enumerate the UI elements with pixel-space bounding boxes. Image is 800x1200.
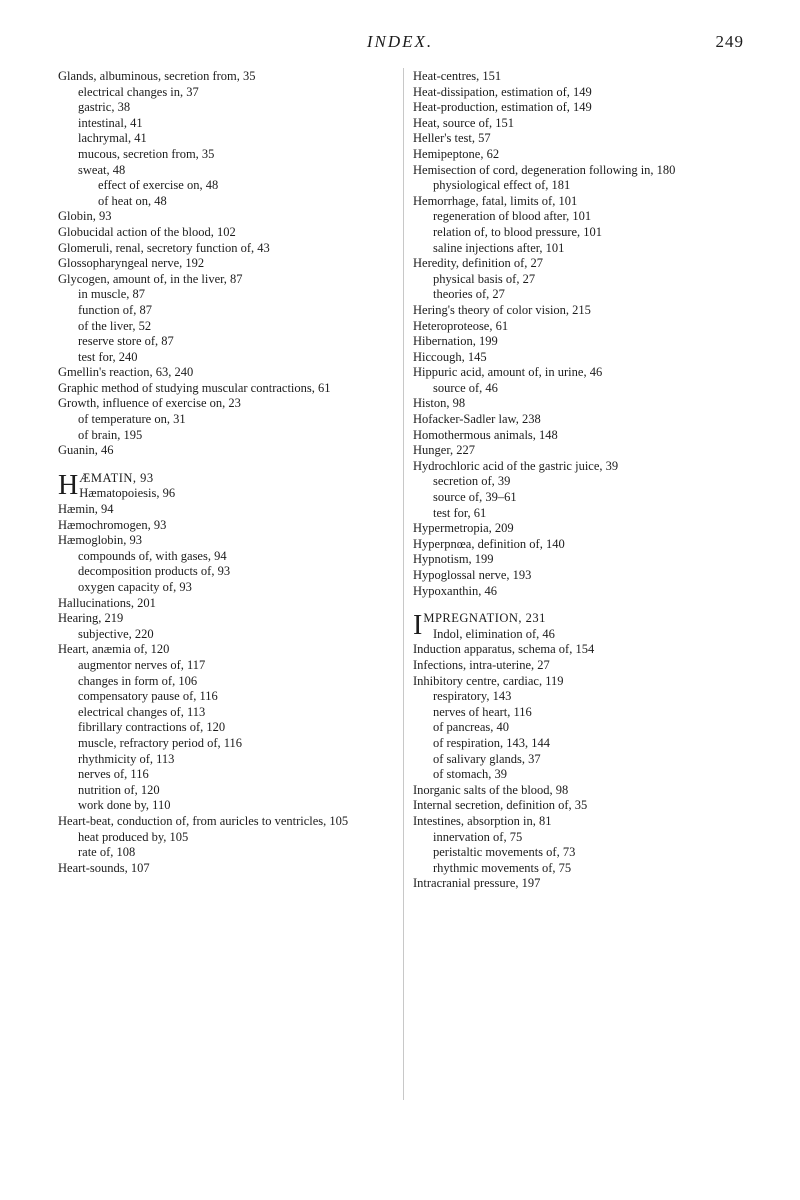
- page-number: 249: [715, 32, 744, 51]
- index-entry: Globin, 93: [58, 209, 112, 224]
- index-subentry: relation of, to blood pressure, 101: [433, 224, 603, 239]
- index-subentry: nerves of, 116: [78, 767, 149, 782]
- index-subentry: decomposition products of, 93: [78, 564, 231, 579]
- index-entry: Heredity, definition of, 27: [413, 256, 544, 271]
- index-subentry: of heat on, 48: [98, 193, 167, 208]
- index-entry: Heat, source of, 151: [413, 115, 515, 130]
- index-entry: Heart-beat, conduction of, from auricles to ventricles, 105: [58, 813, 349, 828]
- index-entry: Hunger, 227: [413, 443, 475, 458]
- index-entry: Hiccough, 145: [413, 349, 487, 364]
- index-column-left: [58, 69, 395, 876]
- index-entry: Hypermetropia, 209: [413, 521, 514, 536]
- index-entry: Heart-sounds, 107: [58, 860, 150, 875]
- column-divider: [403, 68, 404, 1100]
- index-entry: Hemipeptone, 62: [413, 146, 500, 161]
- index-subentry: innervation of, 75: [433, 829, 523, 844]
- index-entry: Heteroproteose, 61: [413, 318, 509, 333]
- index-subentry: work done by, 110: [78, 798, 171, 813]
- index-subentry: test for, 240: [78, 349, 138, 364]
- index-entry: Hippuric acid, amount of, in urine, 46: [413, 365, 603, 380]
- index-subentry: of the liver, 52: [78, 318, 152, 333]
- index-entry: Hæmochromogen, 93: [58, 517, 167, 532]
- index-subentry: in muscle, 87: [78, 287, 146, 302]
- drop-cap-letter: H: [58, 469, 79, 501]
- index-entry-text: MPREGNATION, 231: [423, 611, 546, 626]
- index-subentry: subjective, 220: [78, 626, 154, 641]
- index-entry: Intracranial pressure, 197: [413, 876, 541, 891]
- index-subentry: peristaltic movements of, 73: [433, 845, 576, 860]
- index-subentry: muscle, refractory period of, 116: [78, 735, 243, 750]
- index-entry: Infections, intra-uterine, 27: [413, 657, 550, 672]
- index-subentry: rhythmic movements of, 75: [433, 860, 572, 875]
- index-subentry: physiological effect of, 181: [433, 178, 571, 193]
- index-entry: Globucidal action of the blood, 102: [58, 224, 236, 239]
- index-entry: Hallucinations, 201: [58, 595, 156, 610]
- index-subentry: mucous, secretion from, 35: [78, 146, 215, 161]
- index-column-right: [413, 69, 785, 892]
- index-subentry: electrical changes of, 113: [78, 704, 206, 719]
- index-subentry: function of, 87: [78, 302, 152, 317]
- index-entry: Hypoglossal nerve, 193: [413, 568, 532, 582]
- index-subentry: oxygen capacity of, 93: [78, 580, 192, 594]
- index-entry: Gmellin's reaction, 63, 240: [58, 365, 194, 380]
- index-entry: Glands, albuminous, secretion from, 35: [58, 69, 256, 83]
- page-header: [56, 32, 744, 56]
- index-subentry: Hæmatopoiesis, 96: [79, 486, 176, 501]
- index-subentry: lachrymal, 41: [78, 131, 147, 146]
- index-entry: Guanin, 46: [58, 443, 114, 458]
- index-subentry: intestinal, 41: [78, 115, 143, 130]
- index-subentry: saline injections after, 101: [433, 240, 565, 255]
- index-entry: Hypnotism, 199: [413, 552, 494, 567]
- index-entry: Internal secretion, definition of, 35: [413, 798, 588, 813]
- index-entry: Hearing, 219: [58, 611, 124, 626]
- index-subentry: of brain, 195: [78, 427, 143, 442]
- index-entry: Inorganic salts of the blood, 98: [413, 782, 569, 797]
- index-subentry: Indol, elimination of, 46: [433, 626, 555, 641]
- index-subentry: of stomach, 39: [433, 767, 507, 782]
- index-subentry: regeneration of blood after, 101: [433, 209, 592, 224]
- index-subentry: gastric, 38: [78, 100, 131, 115]
- index-entry: Hibernation, 199: [413, 334, 498, 349]
- index-subentry: effect of exercise on, 48: [98, 178, 219, 193]
- index-subentry: theories of, 27: [433, 287, 505, 302]
- index-entry-text: ÆMATIN, 93: [79, 470, 154, 485]
- index-entry: Heller's test, 57: [413, 131, 491, 146]
- index-subentry: physical basis of, 27: [433, 271, 536, 286]
- index-entry: Induction apparatus, schema of, 154: [413, 642, 595, 657]
- index-subentry: respiratory, 143: [433, 689, 512, 704]
- index-entry: Hemorrhage, fatal, limits of, 101: [413, 193, 578, 208]
- running-title: INDEX.: [366, 32, 434, 51]
- index-entry: Glossopharyngeal nerve, 192: [58, 256, 205, 271]
- index-entry: Glycogen, amount of, in the liver, 87: [58, 271, 243, 286]
- index-subentry: electrical changes in, 37: [78, 84, 199, 99]
- index-subentry: of pancreas, 40: [433, 720, 510, 735]
- index-subentry: compounds of, with gases, 94: [78, 548, 227, 563]
- index-entry: Inhibitory centre, cardiac, 119: [413, 673, 564, 688]
- index-entry: Hypoxanthin, 46: [413, 583, 498, 598]
- index-subentry: rate of, 108: [78, 845, 136, 860]
- index-entry: Heat-centres, 151: [413, 69, 502, 83]
- index-subentry: augmentor nerves of, 117: [78, 657, 206, 672]
- index-entry: Hering's theory of color vision, 215: [413, 302, 591, 317]
- index-entry: Glomeruli, renal, secretory function of, 43: [58, 240, 270, 255]
- index-subentry: reserve store of, 87: [78, 334, 174, 349]
- index-subentry: nutrition of, 120: [78, 782, 160, 797]
- index-entry: Graphic method of studying muscular contractions, 61: [58, 380, 331, 395]
- index-entry: Heart, anæmia of, 120: [58, 642, 170, 657]
- index-subentry: source of, 46: [433, 380, 498, 395]
- index-entry: Hyperpnœa, definition of, 140: [413, 536, 565, 551]
- index-entry: Heat-production, estimation of, 149: [413, 100, 592, 115]
- index-entry: Hemisection of cord, degeneration following in, 180: [413, 162, 676, 177]
- index-entry: Hæmin, 94: [58, 502, 114, 517]
- index-subentry: rhythmicity of, 113: [78, 751, 175, 766]
- index-subentry: nerves of heart, 116: [433, 704, 532, 719]
- index-subentry: of temperature on, 31: [78, 412, 186, 427]
- index-entry: Hæmoglobin, 93: [58, 533, 143, 548]
- index-subentry: heat produced by, 105: [78, 829, 189, 844]
- index-entry: Histon, 98: [413, 396, 466, 411]
- index-subentry: sweat, 48: [78, 162, 126, 177]
- index-entry: Hofacker-Sadler law, 238: [413, 412, 541, 427]
- index-entry: Hydrochloric acid of the gastric juice, 39: [413, 458, 619, 473]
- index-subentry: secretion of, 39: [433, 474, 511, 489]
- index-subentry: compensatory pause of, 116: [78, 689, 218, 704]
- index-subentry: fibrillary contractions of, 120: [78, 720, 226, 735]
- index-subentry: test for, 61: [433, 505, 487, 520]
- index-subentry: changes in form of, 106: [78, 673, 198, 688]
- index-entry: Heat-dissipation, estimation of, 149: [413, 84, 592, 99]
- index-subentry: source of, 39–61: [433, 490, 517, 505]
- index-entry: Homothermous animals, 148: [413, 427, 558, 442]
- index-entry: Growth, influence of exercise on, 23: [58, 396, 241, 411]
- index-subentry: of salivary glands, 37: [433, 751, 541, 766]
- index-subentry: of respiration, 143, 144: [433, 735, 550, 750]
- index-entry: Intestines, absorption in, 81: [413, 813, 552, 828]
- drop-cap-letter: I: [413, 610, 423, 642]
